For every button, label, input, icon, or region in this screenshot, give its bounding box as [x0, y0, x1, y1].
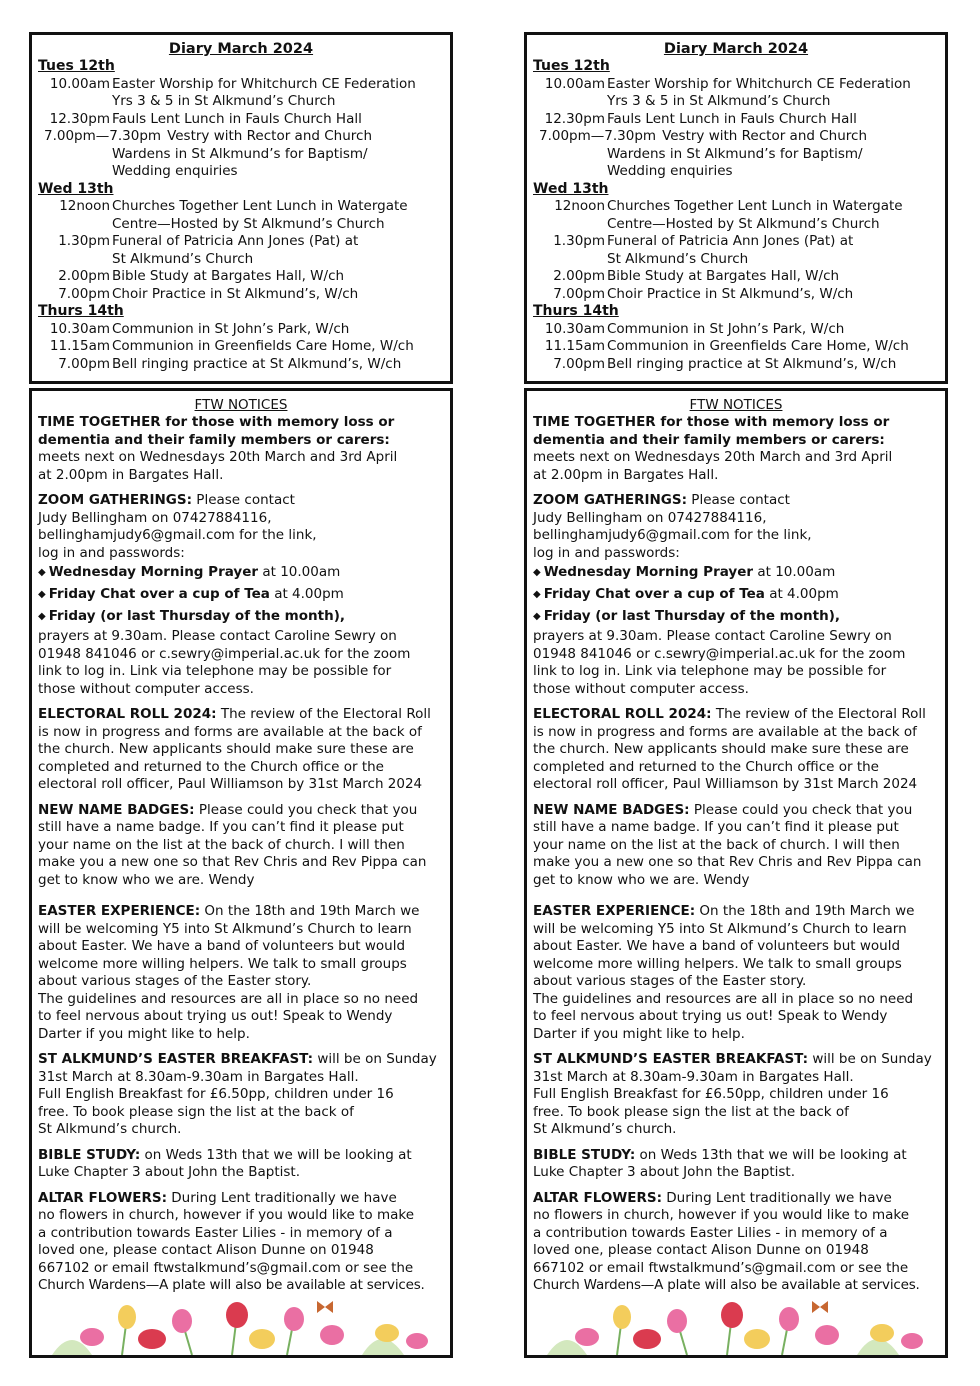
notice-line: electoral roll officer, Paul Williamson by 31st March 2024 [533, 776, 918, 792]
diamond-bullet-icon: ◆ [533, 589, 541, 600]
event-time: 2.00pm [58, 268, 110, 284]
notice-line: During Lent traditionally we have [661, 1189, 892, 1206]
notice-line: loved one, please contact Alison Dunne on 01948 [533, 1242, 869, 1258]
diary-event [38, 286, 444, 304]
event-time: 2.00pm [553, 268, 605, 284]
notice-line: Judy Bellingham on 07427884116, [38, 509, 272, 526]
zoom-bullet [38, 562, 444, 584]
notice-line: the church. New applicants should make sure these are [38, 741, 414, 757]
notice-line: During Lent traditionally we have [166, 1189, 397, 1206]
zoom-bullet [38, 584, 444, 606]
notice-line: get to know who we are. Wendy [533, 871, 750, 888]
day-heading: Wed 13th [38, 180, 114, 197]
diamond-bullet-icon: ◆ [38, 611, 46, 622]
diary-event [533, 286, 939, 304]
diary-event [533, 268, 939, 286]
notice-line: those without computer access. [38, 680, 254, 697]
event-time: 7.00pm [58, 285, 110, 302]
notice-line: Church Wardens—A plate will also be available at services. [533, 1277, 920, 1293]
event-time: 10.30am [49, 320, 110, 337]
event-time: 7.00pm [553, 285, 605, 302]
event-desc: Funeral of Patricia Ann Jones (Pat) at [112, 233, 359, 249]
notice-line: free. To book please sign the list at the back of [38, 1103, 354, 1120]
notice-bible-study [533, 1147, 939, 1182]
bullet-bold: Friday (or last Thursday of the month), [48, 608, 345, 624]
diamond-bullet-icon: ◆ [38, 589, 46, 600]
notice-line: to feel nervous about trying us out! Speak to Wendy [533, 1008, 888, 1024]
bulletin-column-right [524, 32, 948, 1358]
notice-line: about Easter. We have a band of volunteers but would [38, 938, 406, 954]
notices-box [524, 388, 948, 1358]
event-desc: Bell ringing practice at St Alkmund’s, W/ch [112, 355, 402, 372]
notice-line: still have a name badge. If you can’t find it please put [533, 819, 899, 835]
notice-line: The review of the Electoral Roll [711, 706, 926, 722]
event-desc: Churches Together Lent Lunch in Watergate [607, 198, 903, 214]
notice-heading: TIME TOGETHER for those with memory loss or [38, 414, 395, 430]
event-time: 7.00pm [58, 355, 110, 372]
notice-easter-breakfast [533, 1051, 939, 1139]
event-time: 1.30pm [58, 233, 110, 249]
event-desc: Churches Together Lent Lunch in Watergate [112, 198, 408, 214]
event-desc: Communion in Greenfields Care Home, W/ch [607, 338, 909, 354]
notice-line: St Alkmund’s church. [533, 1121, 677, 1137]
notices-box [29, 388, 453, 1358]
notice-line: Full English Breakfast for £6.50pp, children under 16 [533, 1086, 889, 1102]
notice-line: link to log in. Link via telephone may be possible for [38, 663, 392, 679]
event-desc: Centre—Hosted by St Alkmund’s Church [607, 215, 880, 232]
notice-line: 01948 841046 or c.sewry@imperial.ac.uk for the zoom [533, 645, 906, 662]
diary-event-continued [533, 146, 939, 181]
bullet-bold: Friday (or last Thursday of the month), [543, 608, 840, 624]
day-heading: Tues 12th [533, 58, 610, 74]
notice-line: 667102 or email ftwstalkmund’s@gmail.com or see the [38, 1259, 414, 1276]
notice-bible-study [38, 1147, 444, 1182]
diary-event [533, 338, 939, 356]
spring-flowers-icon [32, 1295, 450, 1355]
notice-line: The guidelines and resources are all in place so no need [38, 990, 419, 1007]
event-desc: Communion in Greenfields Care Home, W/ch [112, 338, 414, 354]
notice-line: The guidelines and resources are all in place so no need [533, 990, 914, 1007]
notice-line: Please contact [192, 492, 295, 508]
notice-line: On the 18th and 19th March we [200, 903, 420, 919]
event-desc: Bible Study at Bargates Hall, W/ch [112, 268, 345, 284]
notice-line: a contribution towards Easter Lilies - in memory of a [533, 1224, 888, 1241]
notice-line: Darter if you might like to help. [38, 1025, 250, 1042]
diary-event [38, 356, 444, 374]
notice-line: link to log in. Link via telephone may be possible for [533, 663, 887, 679]
notice-line: to feel nervous about trying us out! Speak to Wendy [38, 1008, 393, 1024]
notice-line: Please contact [687, 492, 790, 508]
event-time: 7.00pm [553, 355, 605, 372]
diary-event [533, 233, 939, 268]
notice-heading: ZOOM GATHERINGS: [38, 492, 193, 508]
day-heading: Thurs 14th [38, 303, 124, 319]
notice-electoral-roll [533, 706, 939, 794]
bullet-rest: at 10.00am [753, 564, 836, 580]
bullet-bold: Wednesday Morning Prayer [48, 564, 259, 580]
notice-heading: ELECTORAL ROLL 2024: [38, 706, 217, 722]
notice-heading: dementia and their family members or carers: [38, 431, 390, 448]
notice-line: is now in progress and forms are available at the back of [533, 723, 917, 740]
diary-event [38, 198, 444, 233]
notice-line: at 2.00pm in Bargates Hall. [533, 466, 719, 483]
notice-line: completed and returned to the Church office or the [38, 758, 384, 775]
notice-line: about various stages of the Easter story. [38, 973, 312, 989]
event-desc: St Alkmund’s Church [607, 250, 749, 267]
notice-line: Luke Chapter 3 about John the Baptist. [38, 1164, 301, 1180]
notice-line: will be on Sunday [313, 1051, 437, 1067]
event-time: 12noon [554, 198, 605, 214]
notice-line: welcome more willing helpers. We talk to small groups [38, 955, 407, 972]
diary-event [38, 321, 444, 339]
event-desc: Funeral of Patricia Ann Jones (Pat) at [607, 233, 854, 249]
notice-line: make you a new one so that Rev Chris and Rev Pippa can [38, 854, 427, 870]
notice-heading: EASTER EXPERIENCE: [533, 903, 696, 919]
notice-line: about Easter. We have a band of volunteers but would [533, 938, 901, 954]
notice-heading: dementia and their family members or carers: [533, 431, 885, 448]
event-desc: Vestry with Rector and Church [167, 128, 373, 144]
diary-event [533, 128, 939, 146]
notice-line: log in and passwords: [533, 544, 680, 561]
event-desc: St Alkmund’s Church [112, 250, 254, 267]
notice-line: meets next on Wednesdays 20th March and 3rd April [38, 449, 398, 465]
notice-easter-experience [38, 903, 444, 1043]
diary-title: Diary March 2024 [168, 41, 314, 57]
notice-line: meets next on Wednesdays 20th March and 3rd April [533, 449, 893, 465]
diamond-bullet-icon: ◆ [533, 567, 541, 578]
notice-name-badges [38, 802, 444, 890]
notice-heading: ALTAR FLOWERS: [38, 1189, 167, 1206]
bullet-bold: Wednesday Morning Prayer [543, 564, 754, 580]
notices-title: FTW NOTICES [689, 397, 783, 413]
event-desc: Yrs 3 & 5 in St Alkmund’s Church [112, 93, 336, 109]
diary-event [533, 356, 939, 374]
notice-heading: ELECTORAL ROLL 2024: [533, 706, 712, 722]
day-heading: Tues 12th [38, 58, 115, 74]
event-time: 12.30pm [49, 110, 110, 127]
notice-altar-flowers [38, 1190, 444, 1295]
notice-easter-breakfast [38, 1051, 444, 1139]
notice-line: prayers at 9.30am. Please contact Caroline Sewry on [533, 628, 892, 644]
event-desc: Centre—Hosted by St Alkmund’s Church [112, 215, 385, 232]
event-time: 1.30pm [553, 233, 605, 249]
event-desc: Fauls Lent Lunch in Fauls Church Hall [112, 110, 362, 127]
event-desc: Vestry with Rector and Church [662, 128, 868, 144]
notice-line: loved one, please contact Alison Dunne on 01948 [38, 1242, 374, 1258]
diary-event [38, 338, 444, 356]
notice-heading: NEW NAME BADGES: [38, 801, 195, 818]
event-desc: Yrs 3 & 5 in St Alkmund’s Church [607, 93, 831, 109]
notice-line: on Weds 13th that we will be looking at [635, 1146, 907, 1163]
notice-heading: BIBLE STUDY: [533, 1146, 636, 1163]
notice-heading: NEW NAME BADGES: [533, 801, 690, 818]
notice-heading: ZOOM GATHERINGS: [533, 492, 688, 508]
event-time: 10.00am [544, 75, 605, 92]
event-desc: Easter Worship for Whitchurch CE Federation [607, 75, 911, 92]
diary-event [38, 233, 444, 268]
diary-event [38, 111, 444, 129]
notice-line: no flowers in church, however if you would like to make [533, 1207, 910, 1223]
notice-line: 31st March at 8.30am-9.30am in Bargates Hall. [38, 1068, 359, 1085]
event-time: 10.30am [544, 320, 605, 337]
event-desc: Choir Practice in St Alkmund’s, W/ch [112, 285, 359, 302]
notice-line: your name on the list at the back of church. I will then [38, 836, 405, 853]
bullet-rest: at 10.00am [258, 564, 341, 580]
zoom-bullet [38, 606, 444, 628]
notice-heading: ST ALKMUND’S EASTER BREAKFAST: [38, 1051, 314, 1067]
event-desc: Bell ringing practice at St Alkmund’s, W/ch [607, 355, 897, 372]
zoom-bullet [533, 584, 939, 606]
notice-line: log in and passwords: [38, 544, 185, 561]
event-desc: Communion in St John’s Park, W/ch [607, 320, 845, 337]
bullet-bold: Friday Chat over a cup of Tea [543, 586, 765, 602]
notice-line: the church. New applicants should make sure these are [533, 741, 909, 757]
event-desc: Bible Study at Bargates Hall, W/ch [607, 268, 840, 284]
diary-event [533, 111, 939, 129]
notice-line: bellinghamjudy6@gmail.com for the link, [533, 527, 812, 543]
diary-box [524, 32, 948, 384]
spring-flowers-icon [527, 1295, 945, 1355]
notice-line: get to know who we are. Wendy [38, 871, 255, 888]
notice-line: bellinghamjudy6@gmail.com for the link, [38, 527, 317, 543]
notice-line: welcome more willing helpers. We talk to small groups [533, 955, 902, 972]
event-time: 12.30pm [544, 110, 605, 127]
notice-time-together [38, 414, 444, 484]
day-heading: Wed 13th [533, 180, 609, 197]
notice-line: is now in progress and forms are available at the back of [38, 723, 422, 740]
notice-line: Church Wardens—A plate will also be available at services. [38, 1277, 425, 1293]
notice-line: those without computer access. [533, 680, 749, 697]
notice-line: Luke Chapter 3 about John the Baptist. [533, 1164, 796, 1180]
notice-line: 667102 or email ftwstalkmund’s@gmail.com or see the [533, 1259, 909, 1276]
event-desc: Fauls Lent Lunch in Fauls Church Hall [607, 110, 857, 127]
notice-line: St Alkmund’s church. [38, 1121, 182, 1137]
event-desc: Wardens in St Alkmund’s for Baptism/ [112, 145, 368, 162]
notice-line: 31st March at 8.30am-9.30am in Bargates Hall. [533, 1068, 854, 1085]
event-time: 11.15am [544, 338, 605, 354]
event-desc: Easter Worship for Whitchurch CE Federation [112, 75, 416, 92]
notice-line: your name on the list at the back of church. I will then [533, 836, 900, 853]
bullet-rest: at 4.00pm [269, 586, 344, 602]
notice-zoom [533, 492, 939, 698]
event-desc: Wedding enquiries [607, 163, 733, 179]
notice-line: on Weds 13th that we will be looking at [140, 1146, 412, 1163]
notice-heading: BIBLE STUDY: [38, 1146, 141, 1163]
notice-line: Please could you check that you [194, 801, 418, 818]
event-time: 10.00am [49, 75, 110, 92]
notice-line: The review of the Electoral Roll [216, 706, 431, 722]
notice-line: still have a name badge. If you can’t find it please put [38, 819, 404, 835]
event-desc: Wedding enquiries [112, 163, 238, 179]
notice-line: 01948 841046 or c.sewry@imperial.ac.uk for the zoom [38, 645, 411, 662]
event-desc: Wardens in St Alkmund’s for Baptism/ [607, 145, 863, 162]
zoom-bullet [533, 562, 939, 584]
notice-line: make you a new one so that Rev Chris and Rev Pippa can [533, 854, 922, 870]
notice-line: no flowers in church, however if you would like to make [38, 1207, 415, 1223]
notice-line: Darter if you might like to help. [533, 1025, 745, 1042]
notice-heading: ST ALKMUND’S EASTER BREAKFAST: [533, 1051, 809, 1067]
diamond-bullet-icon: ◆ [533, 611, 541, 622]
diary-event [533, 76, 939, 111]
event-desc: Choir Practice in St Alkmund’s, W/ch [607, 285, 854, 302]
notice-line: prayers at 9.30am. Please contact Caroline Sewry on [38, 628, 397, 644]
bullet-rest: at 4.00pm [764, 586, 839, 602]
notice-line: about various stages of the Easter story. [533, 973, 807, 989]
notice-line: will be on Sunday [808, 1051, 932, 1067]
event-desc: Communion in St John’s Park, W/ch [112, 320, 350, 337]
diary-event [533, 321, 939, 339]
notice-line: will be welcoming Y5 into St Alkmund’s Church to learn [533, 920, 907, 937]
notice-line: Full English Breakfast for £6.50pp, children under 16 [38, 1086, 394, 1102]
diamond-bullet-icon: ◆ [38, 567, 46, 578]
notice-line: Judy Bellingham on 07427884116, [533, 509, 767, 526]
event-time: 12noon [59, 198, 110, 214]
diary-event [38, 268, 444, 286]
notice-line: Please could you check that you [689, 801, 913, 818]
notices-title: FTW NOTICES [194, 397, 288, 413]
diary-event [533, 198, 939, 233]
notice-heading: TIME TOGETHER for those with memory loss or [533, 414, 890, 430]
notice-line: will be welcoming Y5 into St Alkmund’s Church to learn [38, 920, 412, 937]
notice-easter-experience [533, 903, 939, 1043]
notice-name-badges [533, 802, 939, 890]
notice-line: a contribution towards Easter Lilies - in memory of a [38, 1224, 393, 1241]
notice-line: at 2.00pm in Bargates Hall. [38, 466, 224, 483]
bulletin-column-left [29, 32, 453, 1358]
diary-event-continued [38, 146, 444, 181]
event-time: 11.15am [49, 338, 110, 354]
bullet-bold: Friday Chat over a cup of Tea [48, 586, 270, 602]
zoom-bullet [533, 606, 939, 628]
notice-time-together [533, 414, 939, 484]
notice-zoom [38, 492, 444, 698]
notice-heading: EASTER EXPERIENCE: [38, 903, 201, 919]
notice-line: electoral roll officer, Paul Williamson by 31st March 2024 [38, 776, 423, 792]
diary-box [29, 32, 453, 384]
diary-title: Diary March 2024 [663, 41, 809, 57]
notice-line: completed and returned to the Church office or the [533, 758, 879, 775]
notice-heading: ALTAR FLOWERS: [533, 1189, 662, 1206]
notice-line: On the 18th and 19th March we [695, 903, 915, 919]
notice-line: free. To book please sign the list at the back of [533, 1103, 849, 1120]
diary-event [38, 76, 444, 111]
event-time: 7.00pm—7.30pm [44, 128, 162, 144]
diary-event [38, 128, 444, 146]
day-heading: Thurs 14th [533, 303, 619, 319]
event-time: 7.00pm—7.30pm [539, 128, 657, 144]
notice-electoral-roll [38, 706, 444, 794]
notice-altar-flowers [533, 1190, 939, 1295]
